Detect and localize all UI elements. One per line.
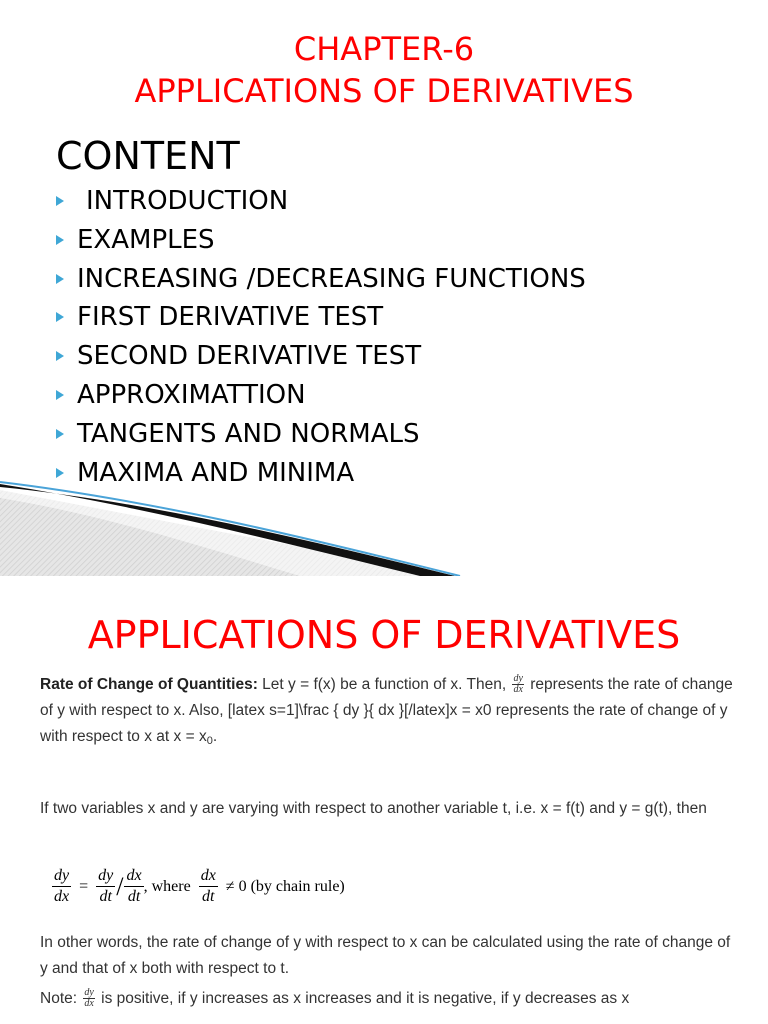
list-item — [54, 377, 586, 416]
slide-applications — [0, 584, 768, 1024]
formula-fraction — [96, 866, 115, 907]
equals-sign: = — [79, 877, 89, 895]
note-paragraph — [40, 986, 740, 1012]
note-text: is positive, if y increases as x increases and it is negative, if y decreases as x — [96, 990, 630, 1007]
list-item — [54, 261, 586, 300]
list-item-label: INCREASING /DECREASING FUNCTIONS — [77, 263, 586, 294]
list-item-label: INTRODUCTION — [86, 186, 289, 216]
list-item-label: MAXIMA AND MINIMA — [77, 457, 355, 488]
dy-dx-fraction — [83, 988, 94, 1009]
decorative-swoosh — [0, 476, 768, 576]
formula-condition: ≠ 0 (by chain rule) — [225, 877, 345, 895]
dy-dx-fraction — [512, 674, 523, 695]
paragraph-label: Rate of Change of Quantities: — [40, 676, 258, 693]
list-item-label: SECOND DERIVATIVE TEST — [77, 341, 422, 372]
subscript: 0 — [206, 735, 213, 747]
list-item — [54, 416, 586, 455]
paragraph-text: Let y = f(x) be a function of x. Then, — [257, 676, 511, 693]
list-item — [54, 299, 586, 338]
fraction-numerator: dx — [199, 866, 218, 887]
chapter-number: CHAPTER-6 — [293, 30, 475, 68]
fraction-denominator: dt — [99, 888, 112, 905]
slide-title: APPLICATIONS OF DERIVATIVES — [87, 613, 681, 657]
other-words-paragraph: In other words, the rate of change of y with respect to x can be calculated using the rate of change of y and that of x both with respect to t. — [40, 934, 731, 977]
fraction-denominator: dx — [84, 998, 94, 1010]
formula-where: , where — [143, 877, 191, 895]
formula-fraction — [124, 866, 143, 907]
list-item-label: TANGENTS AND NORMALS — [77, 418, 420, 449]
formula-fraction — [52, 866, 71, 907]
division-slash: / — [116, 871, 124, 901]
list-item-label: EXAMPLES — [77, 224, 215, 255]
fraction-denominator: dx — [54, 888, 70, 905]
fraction-denominator: dt — [127, 888, 141, 905]
chapter-title — [0, 28, 768, 112]
triangle-bullet-icon — [56, 429, 64, 439]
fraction-numerator: dx — [124, 866, 143, 887]
fraction-numerator: dy — [96, 866, 115, 887]
triangle-bullet-icon — [56, 312, 64, 322]
triangle-bullet-icon — [56, 274, 64, 284]
formula-fraction — [199, 866, 218, 907]
paragraph-text: . — [212, 728, 218, 745]
triangle-bullet-icon — [56, 235, 64, 245]
paragraph-text: represents the rate of change of y with respect to x. Also, [latex s=1]\frac { dy }{ dx }[/latex]x = x0 represents the rate of change of y with respect to x at x = x — [40, 676, 733, 745]
chain-rule-formula — [52, 866, 349, 916]
slide-divider — [0, 576, 768, 584]
list-item — [54, 222, 586, 261]
triangle-bullet-icon — [56, 196, 64, 206]
content-heading: CONTENT — [56, 134, 240, 178]
fraction-numerator: dy — [52, 866, 71, 887]
list-item — [54, 183, 586, 222]
fraction-denominator: dt — [202, 888, 215, 905]
chapter-name: APPLICATIONS OF DERIVATIVES — [134, 72, 634, 110]
rate-of-change-paragraph — [40, 672, 740, 754]
list-item-label: APPROXIMATTION — [77, 379, 306, 410]
note-label: Note: — [40, 990, 82, 1007]
triangle-bullet-icon — [56, 390, 64, 400]
fraction-numerator: dy — [513, 673, 523, 685]
contents-list — [54, 183, 586, 493]
variables-paragraph: If two variables x and y are varying with respect to another variable t, i.e. x = f(t) and y = g(t), then — [40, 800, 707, 817]
fraction-denominator: dx — [513, 684, 523, 696]
list-item — [54, 338, 586, 377]
triangle-bullet-icon — [56, 351, 64, 361]
fraction-numerator: dy — [84, 987, 94, 999]
list-item-label: FIRST DERIVATIVE TEST — [77, 302, 384, 333]
